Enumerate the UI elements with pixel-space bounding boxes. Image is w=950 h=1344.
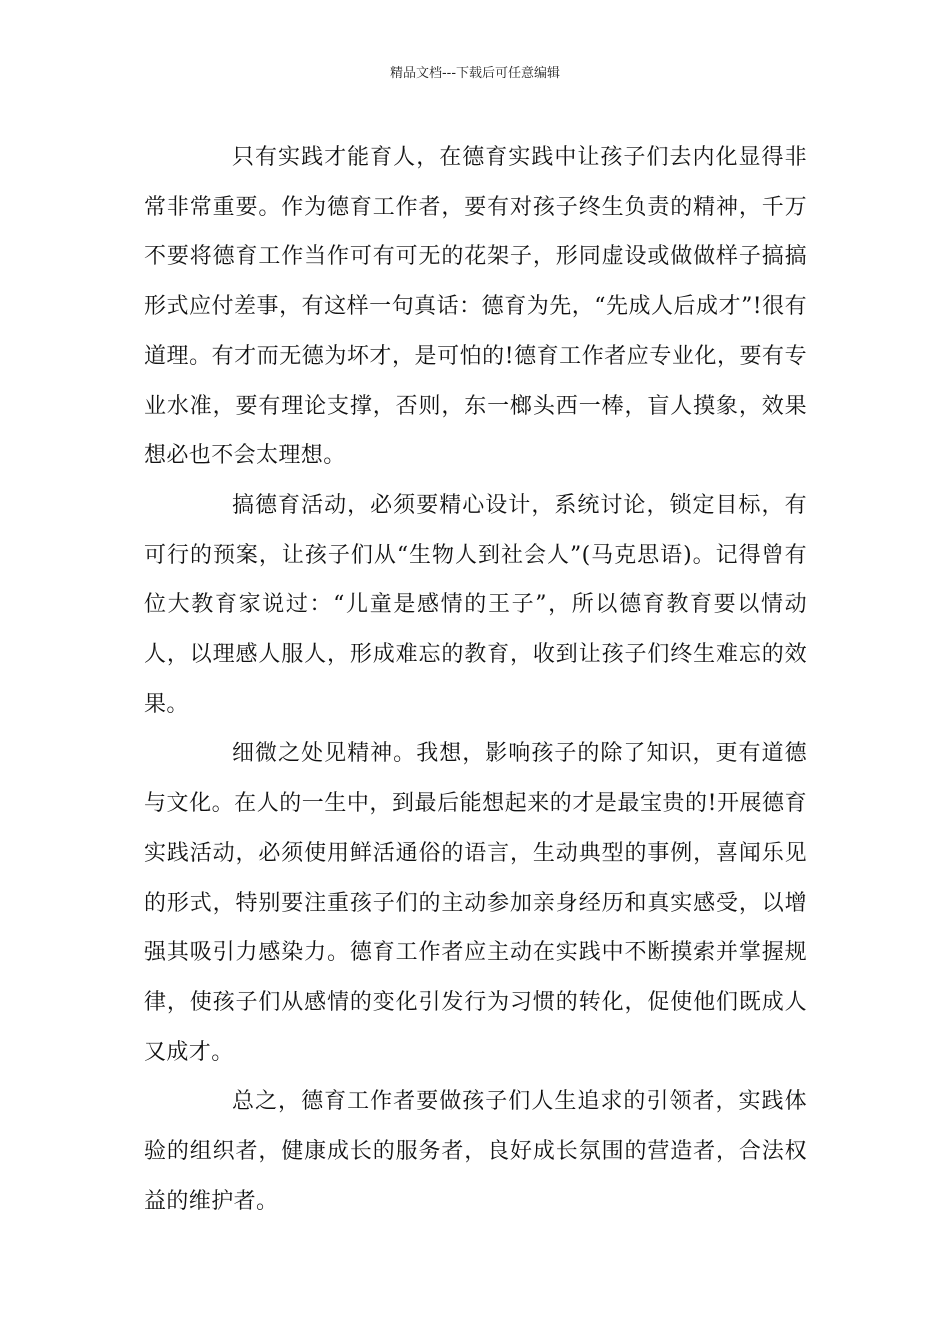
paragraph-1: 只有实践才能育人，在德育实践中让孩子们去内化显得非常非常重要。作为德育工作者，要有对孩子终生负责的精神，千万不要将德育工作当作可有可无的花架子，形同虚设或做做样子搞搞形式应付差事，有这样一句真话：德育为先，“先成人后成才”!很有道理。有才而无德为坏才，是可怕的!德育工作者应专业化，要有专业水准，要有理论支撑，否则，东一榔头西一棒，盲人摸象，效果想必也不会太理想。 <box>144 145 807 469</box>
page-header: 精品文档---下载后可任意编辑 <box>389 66 561 81</box>
document-body <box>144 133 807 1226</box>
paragraph-2: 搞德育活动，必须要精心设计，系统讨论，锁定目标，有可行的预案，让孩子们从“生物人到社会人”(马克思语)。记得曾有位大教育家说过：“儿童是感情的王子”，所以德育教育要以情动人，以理感人服人，形成难忘的教育，收到让孩子们终生难忘的效果。 <box>144 492 807 717</box>
paragraph-4: 总之，德育工作者要做孩子们人生追求的引领者，实践体验的组织者，健康成长的服务者，良好成长氛围的营造者，合法权益的维护者。 <box>144 1089 807 1214</box>
paragraph-3: 细微之处见精神。我想，影响孩子的除了知识，更有道德与文化。在人的一生中，到最后能想起来的才是最宝贵的!开展德育实践活动，必须使用鲜活通俗的语言，生动典型的事例，喜闻乐见的形式，特别要注重孩子们的主动参加亲身经历和真实感受，以增强其吸引力感染力。德育工作者应主动在实践中不断摸索并掌握规律，使孩子们从感情的变化引发行为习惯的转化，促使他们既成人又成才。 <box>144 741 807 1065</box>
